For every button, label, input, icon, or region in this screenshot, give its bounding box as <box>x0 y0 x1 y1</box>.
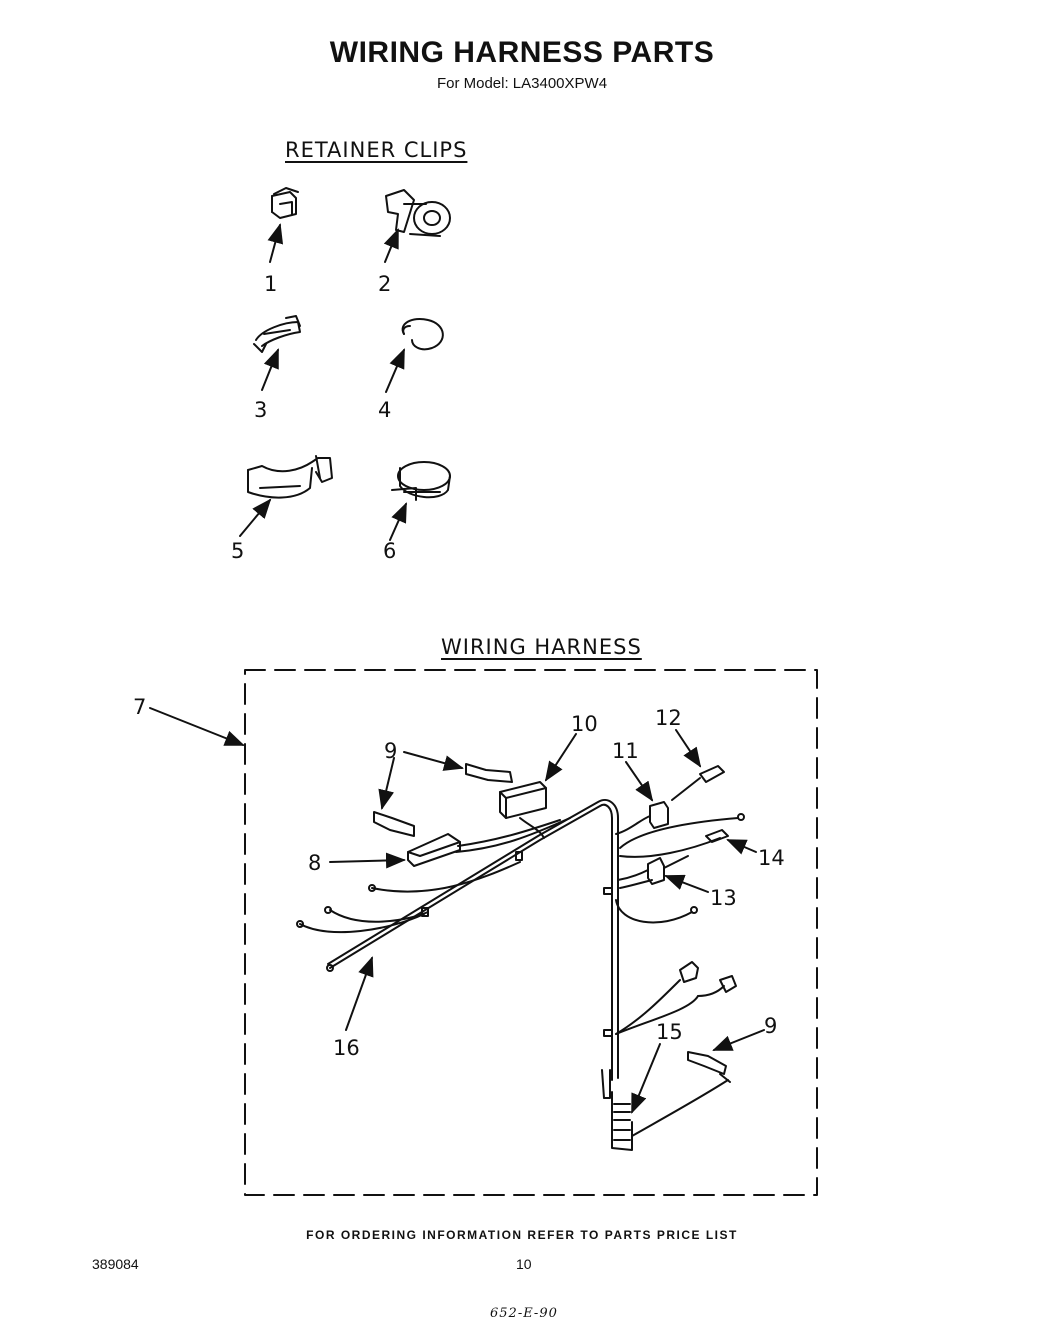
wire-end-d <box>616 900 692 922</box>
leader-line-9-top-b <box>382 758 394 808</box>
retainer-clip-3-icon <box>254 316 300 352</box>
retainer-clip-4-icon <box>403 319 443 349</box>
callout-6: 6 <box>383 539 397 563</box>
leader-line-16 <box>346 958 372 1030</box>
connector-10-icon <box>500 782 546 818</box>
leader-line-9-right <box>714 1030 764 1050</box>
callout-4: 4 <box>378 398 392 422</box>
leader-line-11 <box>626 762 652 800</box>
callout-11: 11 <box>612 739 639 763</box>
leader-line-14 <box>728 840 756 852</box>
leader-line-9-top-a <box>404 752 462 768</box>
leader-line-2 <box>385 230 398 262</box>
leader-line-10 <box>546 734 576 780</box>
retainer-clip-5-icon <box>248 456 332 498</box>
connector-8-icon <box>408 834 460 866</box>
leader-line-8 <box>330 860 404 862</box>
wiring-harness-heading: WIRING HARNESS <box>441 635 642 659</box>
document-number: 389084 <box>92 1256 139 1272</box>
leader-line-3 <box>262 350 278 390</box>
wire-bundle-8 <box>456 818 570 852</box>
handwritten-code: 652-E-90 <box>490 1306 558 1321</box>
terminal-9-top-icon <box>466 764 512 782</box>
callout-15: 15 <box>656 1020 683 1044</box>
terminal-9-right-icon <box>688 1052 730 1082</box>
terminal-12-icon <box>672 766 724 800</box>
retainer-clips-heading: RETAINER CLIPS <box>285 138 468 162</box>
leader-line-12 <box>676 730 700 766</box>
connector-right-lower-icon <box>720 976 736 992</box>
callout-13: 13 <box>710 886 737 910</box>
page-number: 10 <box>516 1256 532 1272</box>
page-title: WIRING HARNESS PARTS <box>329 36 715 69</box>
model-subtitle: For Model: LA3400XPW4 <box>436 75 608 92</box>
retainer-clip-6-icon <box>392 462 450 500</box>
callout-3: 3 <box>254 398 268 422</box>
wire-15 <box>632 1080 728 1136</box>
harness-main-bundle <box>328 800 632 1150</box>
leader-line-6 <box>390 504 406 540</box>
leader-line-1 <box>270 225 280 262</box>
callout-5: 5 <box>231 539 245 563</box>
callout-14: 14 <box>758 846 785 870</box>
callout-16: 16 <box>333 1036 360 1060</box>
terminal-9-left-icon <box>374 812 414 836</box>
callout-1: 1 <box>264 272 278 296</box>
connector-13-icon <box>618 856 688 888</box>
wire-assembly-14-icon <box>620 814 744 857</box>
leader-line-7 <box>150 708 243 745</box>
callout-9-right: 9 <box>764 1014 778 1038</box>
ordering-note: FOR ORDERING INFORMATION REFER TO PARTS PRICE LIST <box>306 1228 738 1242</box>
wire-end-f <box>698 986 724 996</box>
retainer-clip-2-icon <box>386 190 450 236</box>
callout-12: 12 <box>655 706 682 730</box>
callout-9-top: 9 <box>384 739 398 763</box>
leader-line-13 <box>666 876 708 892</box>
callout-8: 8 <box>308 851 322 875</box>
callout-7: 7 <box>133 695 147 719</box>
callout-10: 10 <box>571 712 598 736</box>
callout-2: 2 <box>378 272 392 296</box>
leader-line-4 <box>386 350 404 392</box>
wire-end-e <box>616 980 680 1034</box>
leader-line-5 <box>240 500 270 536</box>
leader-line-15 <box>632 1044 660 1112</box>
retainer-clip-1-icon <box>272 188 298 218</box>
connector-right-upper-icon <box>680 962 698 982</box>
